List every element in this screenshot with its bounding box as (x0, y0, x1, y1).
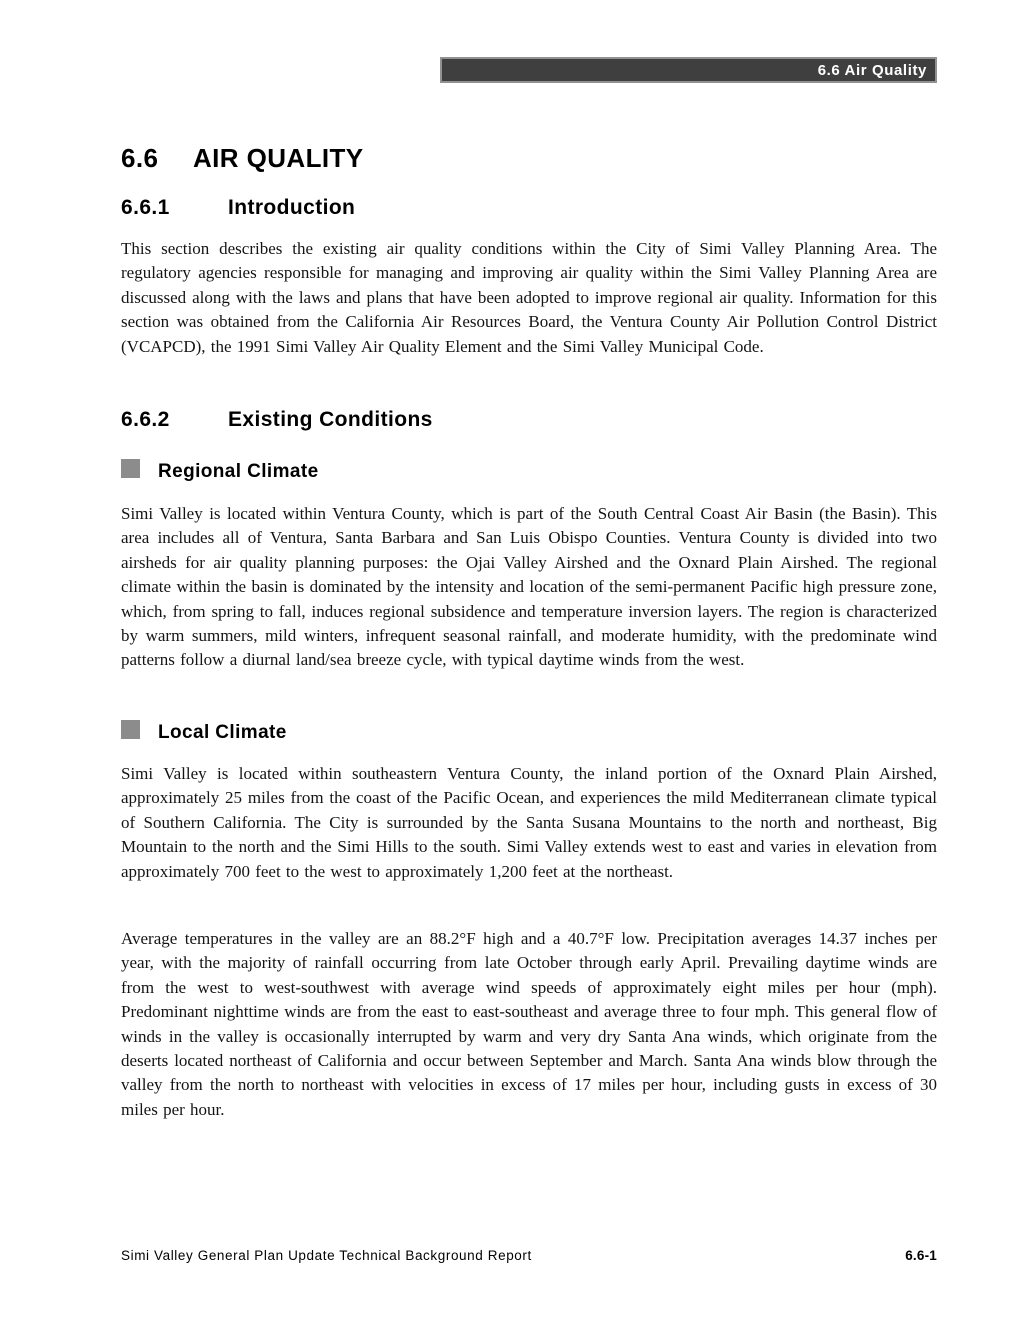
topic-heading-regional-climate (121, 458, 937, 483)
topic-title-text: Local Climate (158, 722, 287, 743)
introduction-paragraph: This section describes the existing air quality conditions within the City of Simi Valley Planning Area. The regulatory agencies responsible for managing and improving air quality within the Simi Valley Planning Area are discussed along with the laws and plans that have been adopted to improve regional air quality. Information for this section was obtained from the California Air Resources Board, the Ventura County Air Pollution Control District (VCAPCD), the 1991 Simi Valley Air Quality Element and the Simi Valley Municipal Code. (121, 239, 937, 356)
subsection-number: 6.6.2 (121, 408, 170, 431)
subsection-heading-existing-conditions (121, 408, 937, 432)
footer-report-title: Simi Valley General Plan Update Technical Background Report (121, 1248, 532, 1263)
subsection-number: 6.6.1 (121, 196, 170, 219)
section-title-text: AIR QUALITY (193, 143, 364, 173)
square-bullet-icon (121, 459, 140, 478)
square-bullet-icon (121, 720, 140, 739)
header-section-label: 6.6 Air Quality (817, 61, 927, 79)
section-number: 6.6 (121, 143, 159, 173)
section-title (121, 143, 937, 174)
header-section-tab (440, 57, 937, 83)
regional-climate-paragraph: Simi Valley is located within Ventura County, which is part of the South Central Coast Air Basin (the Basin). This area includes all of Ventura, Santa Barbara and San Luis Obispo Counties. Ventura County is divided into two airsheds for air quality planning purposes: the Ojai Valley Airshed and the Oxnard Plain Airshed. The regional climate within the basin is dominated by the intensity and location of the semi-permanent Pacific high pressure zone, which, from spring to fall, induces regional subsidence and temperature inversion layers. The region is characterized by warm summers, mild winters, infrequent seasonal rainfall, and moderate humidity, with the predominate wind patterns follow a diurnal land/sea breeze cycle, with typical daytime winds from the west. (121, 504, 937, 670)
topic-heading-local-climate (121, 719, 937, 744)
local-climate-paragraph-2: Average temperatures in the valley are an 88.2°F high and a 40.7°F low. Precipitation averages 14.37 inches per year, with the majority of rainfall occurring from late October through early April. Prevailing daytime winds are from the west to west-southwest with average wind speeds of approximately eight miles per hour (mph). Predominant nighttime winds are from the east to east-southeast and average three to four mph. This general flow of winds in the valley is occasionally interrupted by warm and very dry Santa Ana winds, which originate from the deserts located northeast of California and occur between September and March. Santa Ana winds blow through the valley from the north to northeast with velocities in excess of 17 miles per hour, including gusts in excess of 30 miles per hour. (121, 929, 937, 1119)
subsection-title-text: Existing Conditions (228, 408, 433, 431)
topic-title-text: Regional Climate (158, 461, 319, 482)
subsection-title-text: Introduction (228, 196, 356, 219)
local-climate-paragraph-1: Simi Valley is located within southeastern Ventura County, the inland portion of the Oxnard Plain Airshed, approximately 25 miles from the coast of the Pacific Ocean, and experiences the mild Mediterranean climate typical of Southern California. The City is surrounded by the Santa Susana Mountains to the north and northeast, Big Mountain to the north and the Simi Hills to the south. Simi Valley extends west to east and varies in elevation from approximately 700 feet to the west to approximately 1,200 feet at the northeast. (121, 764, 937, 881)
footer-page-number: 6.6-1 (905, 1248, 937, 1263)
subsection-heading-introduction (121, 196, 937, 220)
page-footer (121, 1248, 937, 1263)
